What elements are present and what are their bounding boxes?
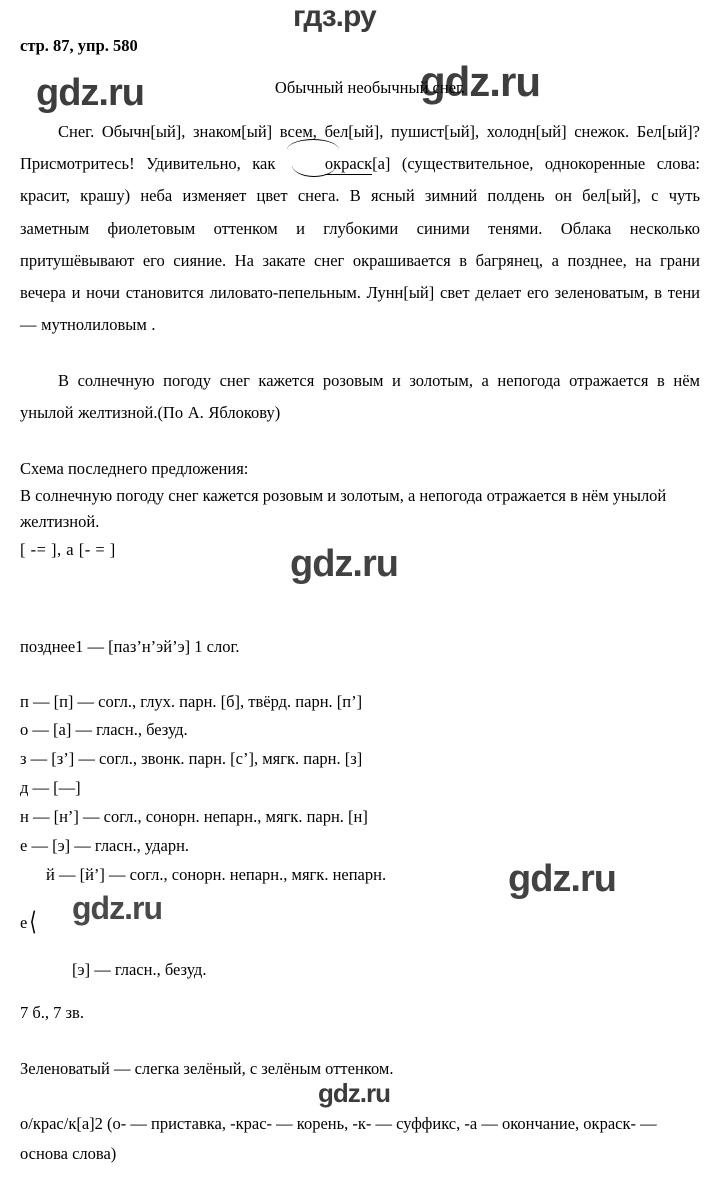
phonetic-brace-label: е: [20, 913, 28, 933]
watermark-f: gdz.ru: [318, 1078, 390, 1108]
answer-paragraph-1: [20, 116, 700, 341]
phonetic-line-5: н — [н’] — согл., сонорн. непарн., мягк. парн. [н]: [20, 807, 368, 827]
paragraph-1-text-part2: (существительное, однокоренные слова: красит, крашу) неба изменяет цвет снега. В ясный зимний полдень он бел[ый], с чуть заметным фиолетовым оттенком и глубокими синими тенями. Облака несколько притушёвывают его сияние. На закате снег окрашивается в багрянец, а позднее, на грани вечера и ночи становится лиловато-пепельным. Лунн[ый] свет делает его зеленоватым, в тени — мутнолиловым .: [20, 154, 700, 335]
watermark-b: gdz.ru: [420, 58, 540, 105]
phonetic-brace-top-line: й — [й’] — согл., сонорн. непарн., мягк. непарн.: [46, 864, 387, 884]
okraska-ending: [а]: [372, 154, 391, 174]
phonetic-brace-bottom-line: [э] — гласн., безуд.: [72, 959, 207, 979]
brace-icon: ⟨: [29, 908, 37, 937]
definition-line: Зеленоватый — слегка зелёный, с зелёным оттенком.: [20, 1058, 394, 1078]
paragraph-1-text-part1: Снег. Обычн[ый], знаком[ый] всем, бел[ый], пушист[ый], холодн[ый] снежок. Бел[ый]? Присмотритесь! Удивительно, как: [20, 122, 700, 174]
phonetic-brace-row: [20, 906, 700, 939]
watermark-d: gdz.ru: [508, 858, 616, 900]
phonetic-line-6: е — [э] — гласн., ударн.: [20, 835, 190, 855]
watermark-a: gdz.ru: [36, 72, 144, 114]
scheme-formula: [ -= ], а [- = ]: [20, 540, 116, 560]
watermark-e: gdz.ru: [72, 890, 162, 926]
root-arc-icon: [292, 165, 336, 177]
phonetic-line-2: о — [а] — гласн., безуд.: [20, 720, 188, 740]
answer-paragraph-2: В солнечную погоду снег кажется розовым и золотым, а непогода отражается в нём унылой желтизной.(По А. Яблокову): [20, 371, 700, 423]
phonetic-line-3: з — [з’] — согл., звонк. парн. [с’], мягк. парн. [з]: [20, 749, 363, 769]
scheme-sentence: В солнечную погоду снег кажется розовым и золотым, а непогода отражается в нём унылой желтизной.: [20, 486, 667, 531]
phonetic-line-1: п — [п] — согл., глух. парн. [б], твёрд. парн. [п’]: [20, 691, 363, 711]
exercise-title: Обычный необычный снег.: [274, 78, 466, 97]
page-reference: стр. 87, упр. 580: [20, 36, 138, 55]
phonetic-count: 7 б., 7 зв.: [20, 1002, 84, 1022]
scheme-heading: Схема последнего предложения:: [20, 458, 249, 478]
phonetic-line-4: д — [—]: [20, 778, 81, 798]
watermark-c: gdz.ru: [290, 543, 398, 585]
word-analysis-okraska: [287, 148, 391, 180]
okraska-stem: окраск: [324, 154, 373, 174]
phonetic-word: позднее1 — [паз’н’эй’э] 1 слог.: [20, 636, 240, 656]
morpheme-analysis-line: о/крас/к[а]2 (о- — приставка, -крас- — корень, -к- — суффикс, -а — окончание, окраск- — основа слова): [20, 1114, 657, 1164]
watermark-top: гдз.ру: [293, 0, 376, 33]
